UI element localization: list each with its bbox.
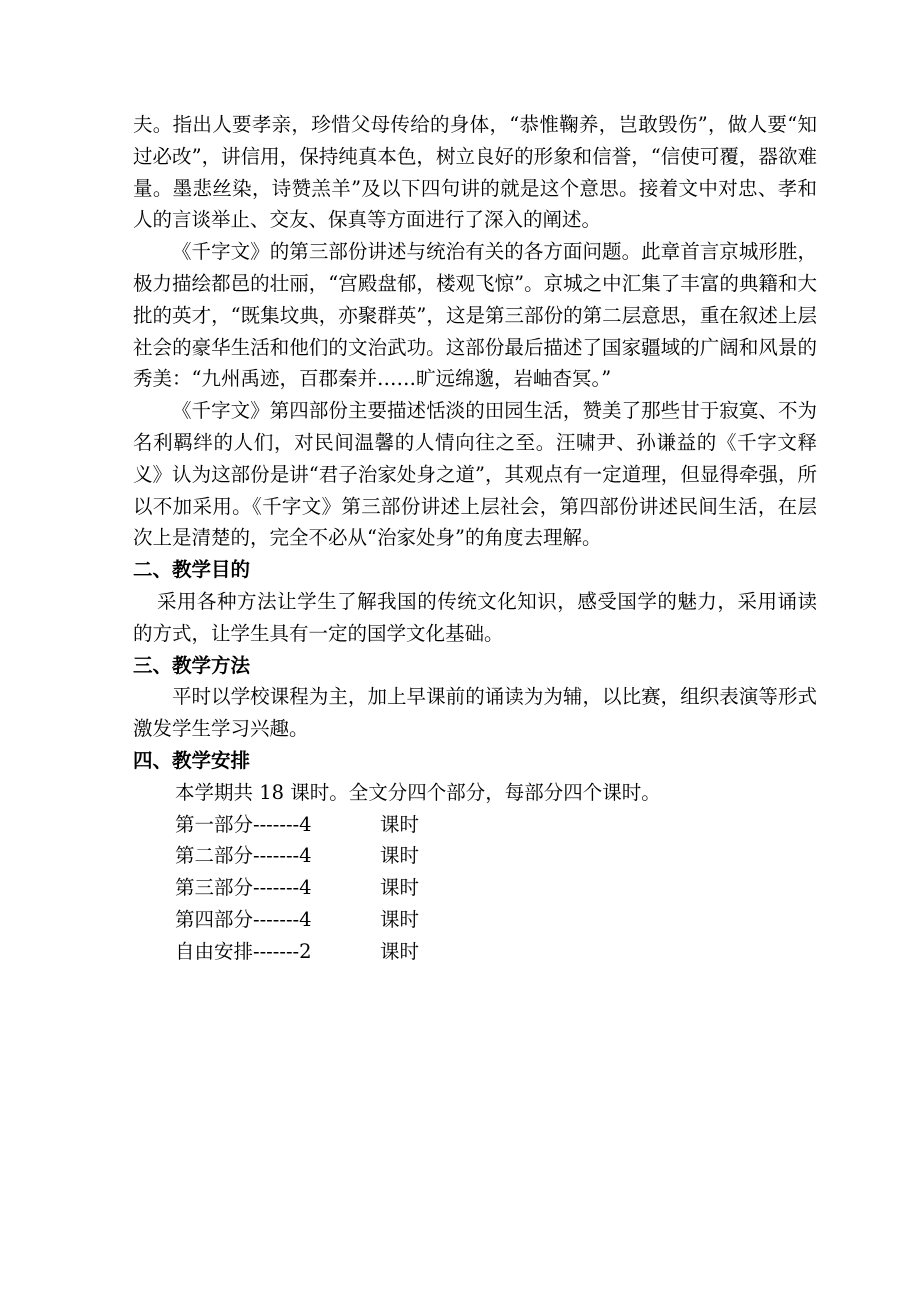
schedule-row-label: 第三部分-------4 [175,876,312,900]
paragraph-part-four: 《千字文》第四部份主要描述恬淡的田园生活，赞美了那些甘于寂寞、不为名利羁绊的人们，对民间温馨的人情向往之至。汪啸尹、孙谦益的《千字文释义》认为这部份是讲“君子治家处身之道”，其观点有一定道理，但显得牵强，所以不加采用。《千字文》第三部份讲述上层社会，第四部份讲述民间生活，在层次上是清楚的，完全不必从“治家处身”的角度去理解。 [133,399,817,550]
schedule-row [133,872,817,904]
paragraph-teaching-method: 平时以学校课程为主，加上早课前的诵读为为辅，以比赛，组织表演等形式激发学生学习兴趣。 [133,685,817,741]
heading-teaching-method: 三、教学方法 [133,653,251,677]
document-page [133,109,817,968]
heading-teaching-schedule: 四、教学安排 [133,748,251,772]
paragraph-filial-piety: 夫。指出人要孝亲，珍惜父母传给的身体，“恭惟鞠养，岂敢毁伤”，做人要“知过必改”，讲信用，保持纯真本色，树立良好的形象和信誉，“信使可覆，器欲难量。墨悲丝染，诗赞羔羊”及以下四句讲的就是这个意思。接着文中对忠、孝和人的言谈举止、交友、保真等方面进行了深入的阐述。 [133,113,817,232]
schedule-row-label: 第二部分-------4 [175,844,312,868]
schedule-row [133,904,817,936]
schedule-row-unit: 课时 [380,844,420,868]
schedule-row-label: 第一部分-------4 [175,812,312,836]
schedule-row-label: 自由安排-------2 [175,939,312,963]
schedule-list [133,809,817,968]
schedule-row-unit: 课时 [380,812,420,836]
schedule-row-unit: 课时 [380,939,420,963]
schedule-row-unit: 课时 [380,907,420,931]
schedule-row [133,840,817,872]
heading-teaching-goal: 二、教学目的 [133,558,251,582]
paragraph-part-three: 《千字文》的第三部份讲述与统治有关的各方面问题。此章首言京城形胜，极力描绘都邑的壮丽，“宫殿盘郁，楼观飞惊”。京城之中汇集了丰富的典籍和大批的英才，“既集坟典，亦聚群英”，这是第三部份的第二层意思，重在叙述上层社会的豪华生活和他们的文治武功。这部份最后描述了国家疆域的广阔和风景的秀美：“九州禹迹，百郡秦并……旷远绵邈，岩岫杳冥。” [133,240,817,391]
schedule-row-unit: 课时 [380,876,420,900]
schedule-row [133,936,817,968]
schedule-row-label: 第四部分-------4 [175,907,312,931]
schedule-intro: 本学期共 18 课时。全文分四个部分，每部分四个课时。 [175,780,661,804]
paragraph-teaching-goal: 采用各种方法让学生了解我国的传统文化知识，感受国学的魅力，采用诵读的方式，让学生具有一定的国学文化基础。 [133,589,817,645]
schedule-row [133,809,817,841]
